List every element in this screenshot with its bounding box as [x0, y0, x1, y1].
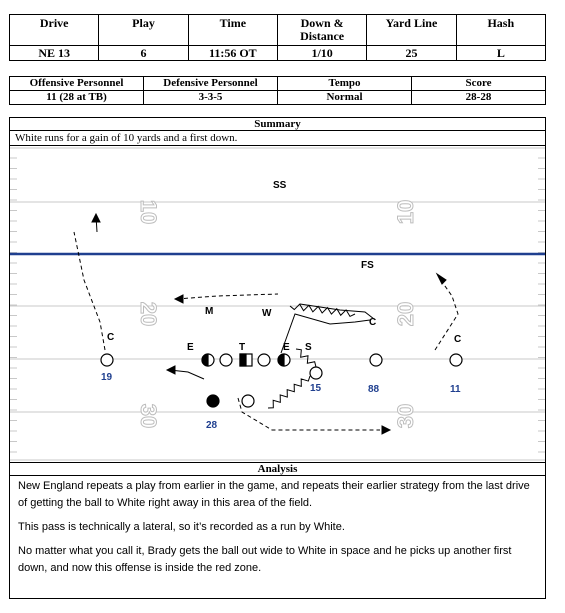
yard-number-20-right [393, 302, 418, 326]
def-label-c-left: C [107, 332, 115, 343]
play-diagram [10, 144, 545, 462]
player-rg [258, 354, 270, 366]
zigzag-qb-to-15 [268, 376, 310, 408]
player-number-28: 28 [206, 420, 218, 431]
def-label-c-right: C [454, 334, 462, 345]
yard-number-10-left [136, 200, 161, 224]
player-number-19: 19 [101, 372, 113, 383]
player-11 [450, 354, 462, 366]
defensive-personnel-header: Defensive Personnel [144, 77, 278, 91]
yard-number-20-left [136, 302, 161, 326]
drive-info-table [9, 14, 546, 61]
hash-header: Hash [456, 15, 545, 46]
offensive-personnel-value: 11 (28 at TB) [10, 91, 144, 105]
time-value: 11:56 OT [188, 46, 277, 61]
yard-line-header: Yard Line [367, 15, 456, 46]
arrow-head-m [175, 295, 183, 303]
personnel-table [9, 76, 546, 105]
drive-header: Drive [10, 15, 99, 46]
analysis-paragraph-3: No matter what you call it, Brady gets the ball out wide to White in space and he picks up another first down, and now this offense is inside the red zone. [18, 545, 512, 574]
player-lt [220, 354, 232, 366]
down-distance-header: Down & Distance [277, 15, 366, 46]
field-markings [10, 148, 545, 460]
route-19 [74, 232, 105, 350]
def-label-ss: SS [273, 180, 287, 191]
play-value: 6 [99, 46, 188, 61]
score-value: 28-28 [412, 91, 546, 105]
def-label-m: M [205, 306, 214, 317]
line-te-left [202, 354, 214, 366]
yard-number-10-right [393, 200, 418, 224]
line-rt [278, 354, 290, 366]
drive-value: NE 13 [10, 46, 99, 61]
svg-text:30: 30 [136, 403, 161, 429]
yard-number-30-right [393, 404, 418, 428]
player-number-11: 11 [450, 384, 461, 395]
player-88 [370, 354, 382, 366]
player-28 [207, 395, 219, 407]
analysis-title: Analysis [10, 463, 545, 476]
svg-text:30: 30 [393, 403, 418, 429]
def-label-fs: FS [361, 260, 374, 271]
play-header: Play [99, 15, 188, 46]
def-label-e-right: E [283, 342, 290, 353]
hash-value: L [456, 46, 545, 61]
player-qb [242, 395, 254, 407]
arrow-head-e-left [167, 366, 175, 374]
analysis-section [9, 462, 546, 599]
summary-section [9, 117, 546, 463]
route-qb-pass [281, 314, 370, 353]
summary-text: White runs for a gain of 10 yards and a first down. [10, 131, 545, 146]
score-header: Score [412, 77, 546, 91]
analysis-paragraph-2: This pass is technically a lateral, so it’s recorded as a run by White. [18, 521, 345, 533]
route-28 [238, 398, 380, 430]
route-m-underneath [177, 294, 278, 299]
tempo-value: Normal [278, 91, 412, 105]
svg-text:10: 10 [393, 199, 418, 225]
def-label-w: W [262, 308, 272, 319]
def-label-t: T [239, 342, 246, 353]
def-label-c-mid: C [369, 317, 377, 328]
yard-line-value: 25 [367, 46, 456, 61]
player-number-88: 88 [368, 384, 380, 395]
player-15 [310, 367, 322, 379]
analysis-paragraph-1: New England repeats a play from earlier in the game, and repeats their earlier strategy from the last drive of getting the ball to White right away in this area of the field. [18, 480, 530, 509]
player-19 [101, 354, 113, 366]
def-label-e-left: E [187, 342, 194, 353]
arrow-head-11 [437, 274, 446, 284]
player-number-15: 15 [310, 383, 322, 394]
time-header: Time [188, 15, 277, 46]
arrow-head-19 [92, 214, 100, 222]
svg-text:10: 10 [136, 199, 161, 225]
yard-number-30-left [136, 404, 161, 428]
offensive-personnel-header: Offensive Personnel [10, 77, 144, 91]
tempo-header: Tempo [278, 77, 412, 91]
svg-text:20: 20 [393, 301, 418, 327]
offense-players [101, 354, 462, 407]
svg-text:20: 20 [136, 301, 161, 327]
arrow-head-28 [382, 426, 390, 434]
player-center-fill [240, 354, 246, 366]
def-label-s: S [305, 342, 312, 353]
down-distance-value: 1/10 [277, 46, 366, 61]
defensive-personnel-value: 3-3-5 [144, 91, 278, 105]
summary-title: Summary [10, 118, 545, 131]
